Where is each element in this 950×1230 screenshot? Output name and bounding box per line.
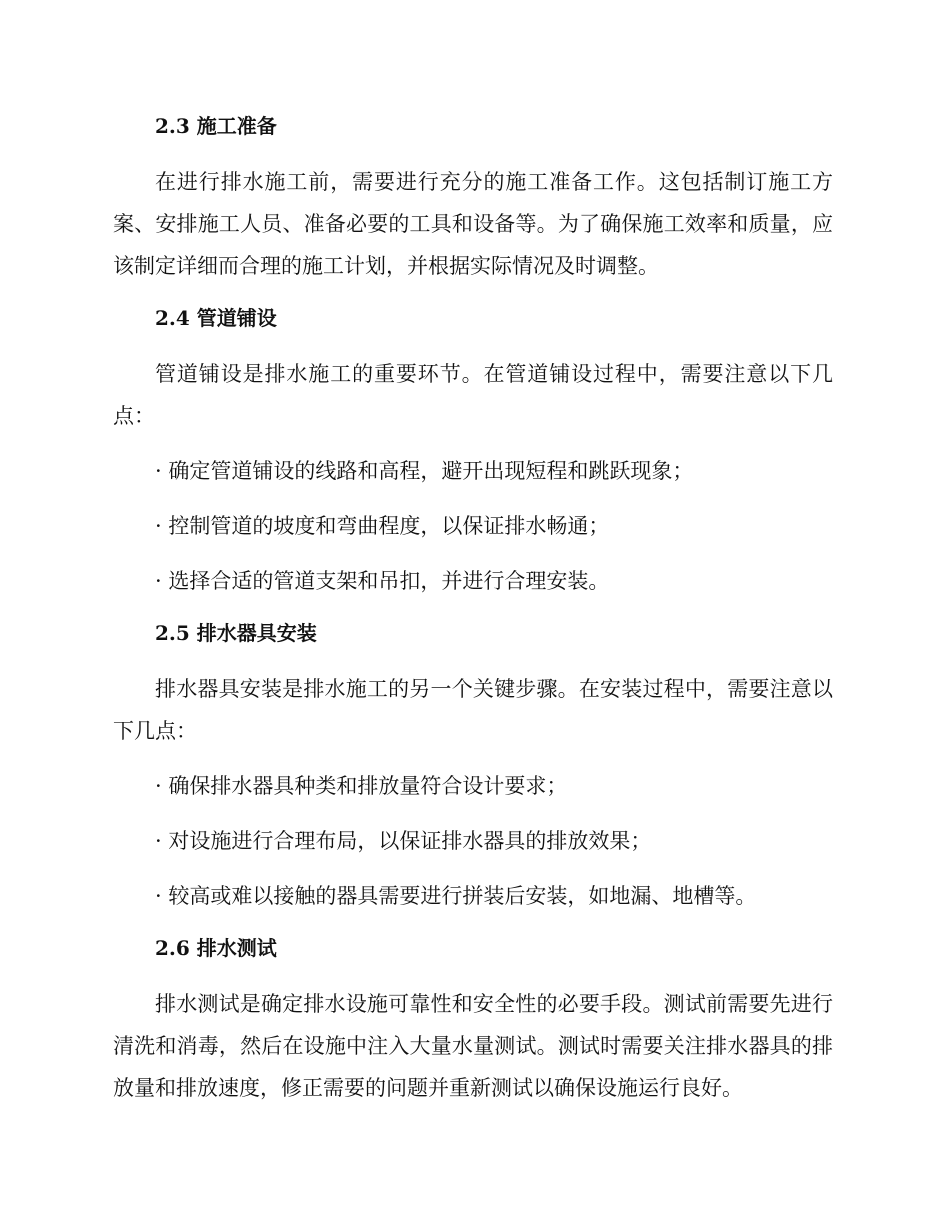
section-heading: 2.3 施工准备: [155, 114, 277, 138]
section-paragraph: 排水器具安装是排水施工的另一个关键步骤。在安装过程中，需要注意以下几点：: [113, 677, 833, 743]
section-paragraph: 管道铺设是排水施工的重要环节。在管道铺设过程中，需要注意以下几点：: [113, 362, 833, 428]
bullet-item: · 确定管道铺设的线路和高程，避开出现短程和跳跃现象；: [155, 459, 694, 483]
bullet-item: · 确保排水器具种类和排放量符合设计要求；: [155, 774, 568, 798]
bullet-item: · 对设施进行合理布局，以保证排水器具的排放效果；: [155, 829, 652, 853]
section-paragraph: 排水测试是确定排水设施可靠性和安全性的必要手段。测试前需要先进行清洗和消毒，然后在设施中注入大量水量测试。测试时需要关注排水器具的排放量和排放速度，修正需要的问题并重新测试以确保设施运行良好。: [113, 992, 833, 1100]
bullet-item: · 控制管道的坡度和弯曲程度，以保证排水畅通；: [155, 514, 610, 538]
section-fixture-installation: [113, 615, 833, 917]
bullet-item: · 选择合适的管道支架和吊扣，并进行合理安装。: [155, 569, 610, 593]
section-pipe-laying: [113, 300, 833, 602]
section-heading: 2.5 排水器具安装: [155, 621, 317, 645]
document-page: [113, 108, 833, 1122]
section-heading: 2.6 排水测试: [155, 936, 277, 960]
section-heading: 2.4 管道铺设: [155, 306, 277, 330]
section-drainage-test: [113, 930, 833, 1109]
section-paragraph: 在进行排水施工前，需要进行充分的施工准备工作。这包括制订施工方案、安排施工人员、准备必要的工具和设备等。为了确保施工效率和质量，应该制定详细而合理的施工计划，并根据实际情况及时调整。: [113, 170, 833, 278]
bullet-item: · 较高或难以接触的器具需要进行拼装后安装，如地漏、地槽等。: [155, 884, 757, 908]
section-construction-preparation: [113, 108, 833, 287]
